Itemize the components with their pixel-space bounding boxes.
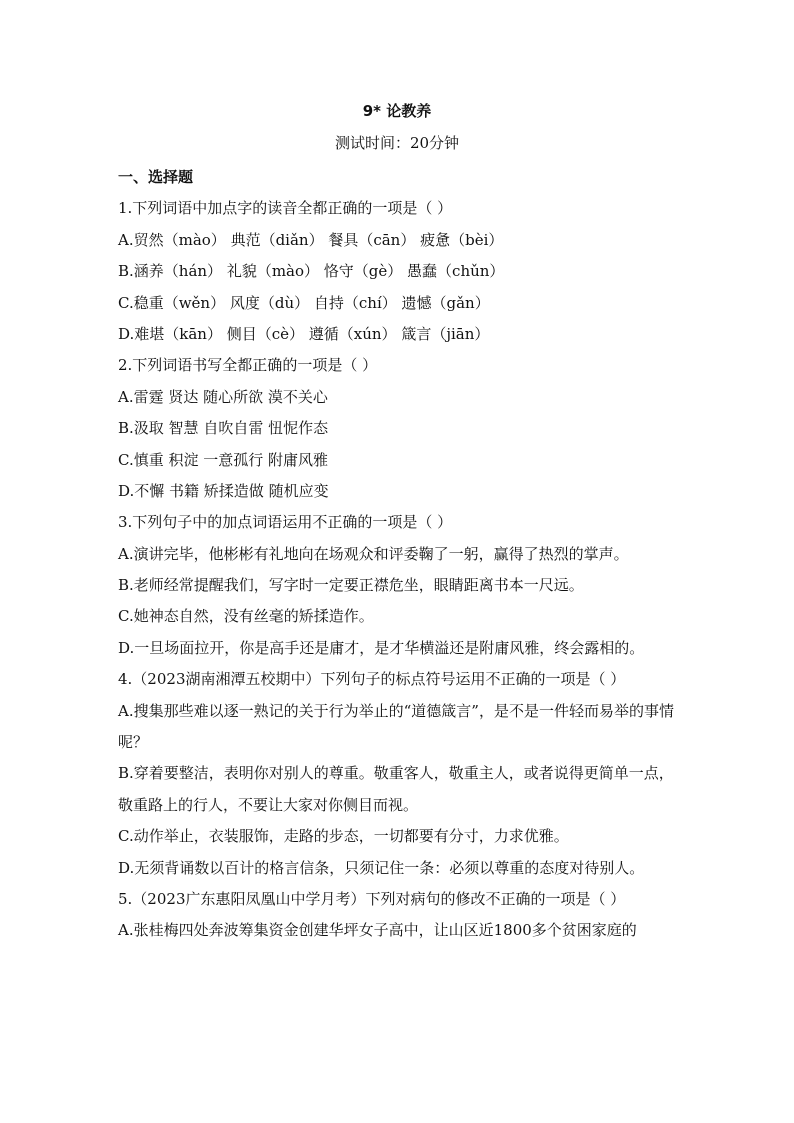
question-2-option-d: D.不懈 书籍 矫揉造做 随机应变 (118, 481, 329, 500)
question-4-option-a: A.搜集那些难以逐一熟记的关于行为举止的“道德箴言”，是不是一件轻而易举的事情呢？ (118, 701, 674, 752)
question-4-option-c: C.动作举止，衣装服饰，走路的步态，一切都要有分寸，力求优雅。 (118, 827, 569, 846)
question-3: 3.下列句子中的加点词语运用不正确的一项是（ ） (118, 513, 453, 532)
question-2: 2.下列词语书写全都正确的一项是（ ） (118, 356, 378, 375)
question-1-option-c: C.稳重（wěn） 风度（dù） 自持（chí） 遗憾（gǎn） (118, 293, 490, 312)
question-4: 4.（2023湖南湘潭五校期中）下列句子的标点符号运用不正确的一项是（ ） (118, 670, 626, 689)
question-5: 5.（2023广东惠阳凤凰山中学月考）下列对病句的修改不正确的一项是（ ） (118, 890, 626, 909)
question-2-option-a: A.雷霆 贤达 随心所欲 漠不关心 (118, 387, 328, 406)
question-4-option-d: D.无须背诵数以百计的格言信条，只须记住一条：必须以尊重的态度对待别人。 (118, 858, 645, 877)
document-body (118, 162, 676, 947)
section-heading: 一、选择题 (118, 168, 194, 186)
question-1-option-a: A.贸然（mào） 典范（diǎn） 餐具（cān） 疲惫（bèi） (118, 230, 504, 249)
question-2-option-b: B.汲取 智慧 自吹自雷 忸怩作态 (118, 419, 329, 438)
question-5-option-a: A.张桂梅四处奔波筹集资金创建华坪女子高中，让山区近1800多个贫困家庭的 (118, 921, 637, 940)
question-1-option-d: D.难堪（kān） 侧目（cè） 遵循（xún） 箴言（jiān） (118, 324, 490, 343)
question-2-option-c: C.慎重 积淀 一意孤行 附庸风雅 (118, 450, 329, 469)
question-3-option-a: A.演讲完毕，他彬彬有礼地向在场观众和评委鞠了一躬，赢得了热烈的掌声。 (118, 544, 629, 563)
test-time: 测试时间：20分钟 (334, 134, 460, 152)
question-3-option-c: C.她神态自然，没有丝毫的矫揉造作。 (118, 607, 374, 626)
question-3-option-d: D.一旦场面拉开，你是高手还是庸才，是才华横溢还是附庸风雅，终会露相的。 (118, 638, 645, 657)
question-1-option-b: B.涵养（hán） 礼貌（mào） 恪守（gè） 愚蠢（chǔn） (118, 262, 505, 281)
question-1: 1.下列词语中加点字的读音全都正确的一项是（ ） (118, 199, 453, 218)
document-title: 9* 论教养 (362, 102, 432, 120)
question-3-option-b: B.老师经常提醒我们，写字时一定要正襟危坐，眼睛距离书本一尺远。 (118, 576, 584, 595)
question-4-option-b: B.穿着要整洁，表明你对别人的尊重。敬重客人，敬重主人，或者说得更简单一点，敬重路上的行人，不要让大家对你侧目而视。 (118, 764, 674, 814)
